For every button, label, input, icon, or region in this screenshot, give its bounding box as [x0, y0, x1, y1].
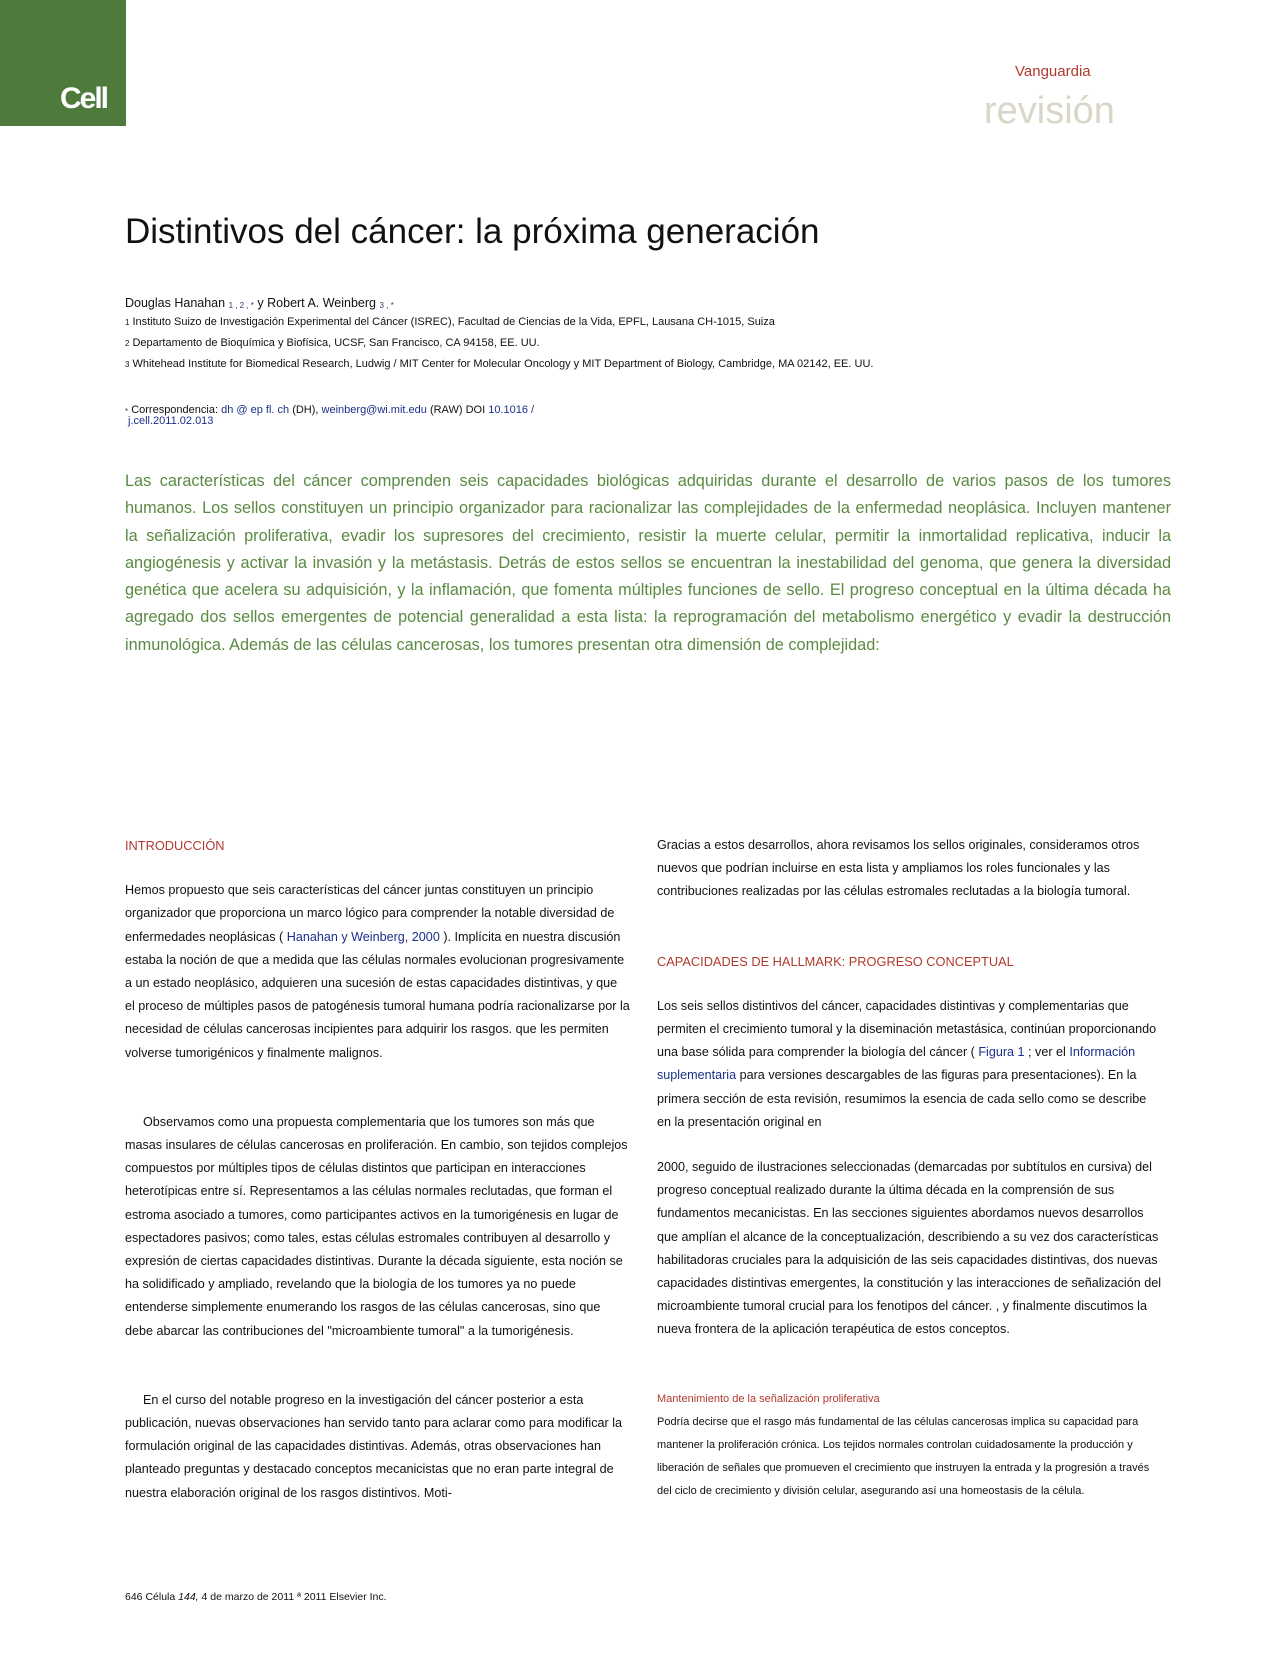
reference-link[interactable]: Hanahan y Weinberg, 2000 — [286, 929, 440, 944]
doi-link[interactable]: 10.1016 / — [488, 404, 535, 416]
paragraph: Observamos como una propuesta complementaria que los tumores son más que masas insulares de células cancerosas en proliferación. En cambio, son tejidos complejos compuestos por múltiples tipos de células distintos que participan en interacciones heterotípicas entre sí. Representamos a las células normales reclutadas, que forman el estroma asociado a tumores, como participantes activos en la tumorigénesis en lugar de espectadores pasivos; como tales, estas células estromales contribuyen al desarrollo y expresión de ciertas capacidades distintivas. Durante la década siguiente, esta noción se ha solidificado y ampliado, revelando que la biología de los tumores ya no puede entenderse simplemente enumerando los rasgos de las células cancerosas, sino que debe abarcar las contribuciones del "microambiente tumoral" a la tumorigénesis. — [125, 1114, 628, 1338]
paragraph — [125, 879, 630, 1065]
section-heading-introduction: INTRODUCCIÓN — [125, 838, 225, 853]
paragraph — [657, 995, 1162, 1134]
correspondence-mark: * — [125, 407, 129, 416]
author-name: Douglas Hanahan — [125, 296, 226, 310]
paragraph-text: para versiones descargables de las figuras para presentaciones). En la primera sección de esta revisión, resumimos la esencia de cada sello como se describe en la presentación original en — [657, 1068, 1147, 1129]
paragraph: Podría decirse que el rasgo más fundamental de las células cancerosas implica su capacidad para mantener la proliferación crónica. Los tejidos normales controlan cuidadosamente la producción y liberación de señales que promueven el crecimiento que instruyen la entrada y la progresión a través del ciclo de crecimiento y división celular, asegurando así una homeostasis de la célula. — [657, 1415, 1150, 1498]
author-conjunction: y — [257, 296, 264, 310]
doi-link-continued[interactable]: j.cell.2011.02.013 — [128, 415, 214, 427]
paragraph: 2000, seguido de ilustraciones seleccionadas (demarcadas por subtítulos en cursiva) del progreso conceptual realizado durante la última década en la comprensión de sus fundamentos mecanicistas. En las secciones siguientes abordamos nuevos desarrollos que amplían el alcance de la conceptualización, describiendo a su vez dos características habilitadoras cruciales para la adquisición de las seis capacidades distintivas, dos nuevas capacidades distintivas emergentes, la constitución y las interacciones de señalización del microambiente tumoral crucial para los fenotipos del cáncer. , y finalmente discutimos la nueva frontera de la aplicación terapéutica de estos conceptos. — [657, 1160, 1162, 1337]
paragraph-text: Hemos propuesto que seis características del cáncer juntas constituyen un principio organizador que proporciona un marco lógico para comprender la notable diversidad de enfermedades neoplásicas ( — [125, 883, 615, 944]
email-link-raw[interactable]: weinberg@wi.mit.edu — [321, 404, 427, 416]
affiliation-number: 2 — [125, 339, 130, 348]
section-label: Vanguardia — [1015, 63, 1091, 80]
correspondence-label: Correspondencia: — [131, 404, 219, 416]
paragraph-text: ; ver el — [1028, 1045, 1066, 1060]
affiliation-text: Instituto Suizo de Investigación Experimental del Cáncer (ISREC), Facultad de Ciencias de la Vida, EPFL, Lausana CH-1015, Suiza — [132, 316, 775, 328]
article-type: revisión — [984, 90, 1115, 132]
abstract: Las características del cáncer comprenden seis capacidades biológicas adquiridas durante el desarrollo de varios pasos de los tumores humanos. Los sellos constituyen un principio organizador para racionalizar las complejidades de la enfermedad neoplásica. Incluyen mantener la señalización proliferativa, evadir los supresores del crecimiento, resistir la muerte celular, permitir la inmortalidad replicativa, inducir la angiogénesis y activar la invasión y la metástasis. Detrás de estos sellos se encuentran la inestabilidad del genoma, que genera la diversidad genética que acelera su adquisición, y la inflamación, que fomenta múltiples funciones de sello. El progreso conceptual en la última década ha agregado dos sellos emergentes de potencial generalidad a esta lista: la reprogramación del metabolismo energético y evadir la destrucción inmunológica. Además de las células cancerosas, los tumores presentan otra dimensión de complejidad: — [125, 472, 1171, 654]
author-affiliation-marks: 3 , * — [379, 301, 394, 310]
page-footer — [125, 1591, 387, 1603]
figure-link[interactable]: Figura 1 — [978, 1045, 1025, 1060]
paragraph: En el curso del notable progreso en la investigación del cáncer posterior a esta publicación, nuevas observaciones han servido tanto para aclarar como para modificar la formulación original de las capacidades distintivas. Además, otras observaciones han planteado preguntas y destacado conceptos mecanicistas que no eran parte integral de nuestra elaboración original de los rasgos distintivos. Moti- — [125, 1392, 623, 1500]
right-column — [657, 834, 1162, 1504]
author-list — [125, 296, 394, 310]
footer-date: 4 de marzo de 2011 — [201, 1591, 295, 1603]
logo-text: Cell — [60, 82, 108, 115]
affiliation — [125, 337, 540, 349]
email-note: (DH), — [292, 404, 319, 416]
left-column — [125, 834, 630, 1505]
footer-journal: Célula — [145, 1591, 176, 1603]
section-heading-hallmark: CAPACIDADES DE HALLMARK: PROGRESO CONCEPTUAL — [657, 953, 1014, 969]
paragraph-text: ). Implícita en nuestra discusión estaba la noción de que a medida que las células normales evolucionan progresivamente a un estado neoplásico, adquieren una sucesión de estas capacidades distintivas, y que el proceso de múltiples pasos de patogénesis tumoral humana podría racionalizarse por la necesidad de células cancerosas incipientes para adquirir los rasgos. que les permiten volverse tumorigénicos y finalmente malignos. — [125, 929, 630, 1060]
affiliation-number: 1 — [125, 318, 130, 327]
footer-copyright: ª 2011 Elsevier Inc. — [297, 1591, 387, 1603]
affiliation — [125, 316, 775, 328]
affiliation — [125, 358, 873, 370]
affiliation-text: Departamento de Bioquímica y Biofísica, UCSF, San Francisco, CA 94158, EE. UU. — [132, 337, 540, 349]
affiliation-text: Whitehead Institute for Biomedical Research, Ludwig / MIT Center for Molecular Oncology y MIT Department of Biology, Cambridge, MA 02142, EE. UU. — [132, 358, 874, 370]
paragraph-text: Los seis sellos distintivos del cáncer, capacidades distintivas y complementarias que permiten el crecimiento tumoral y la diseminación metastásica, continúan proporcionando una base sólida para comprender la biología del cáncer ( — [657, 998, 1157, 1060]
paragraph: Gracias a estos desarrollos, ahora revisamos los sellos originales, consideramos otros nuevos que podrían incluirse en esta lista y ampliamos los roles funcionales y las contribuciones realizadas por las células estromales reclutadas a la biología tumoral. — [657, 838, 1140, 899]
email-note: (RAW) DOI — [429, 404, 486, 416]
journal-logo — [0, 0, 126, 126]
author-name: Robert A. Weinberg — [267, 296, 376, 310]
affiliation-number: 3 — [125, 360, 130, 369]
page-number: 646 — [125, 1591, 143, 1603]
footer-volume: 144, — [178, 1591, 199, 1603]
author-affiliation-marks: 1 , 2 , * — [228, 301, 254, 310]
subsection-heading: Mantenimiento de la señalización proliferativa — [657, 1392, 880, 1405]
article-title: Distintivos del cáncer: la próxima generación — [125, 212, 820, 251]
email-link-dh[interactable]: dh @ ep fl. ch — [221, 404, 290, 416]
supplementary-link[interactable]: Información suplementaria — [657, 1045, 1136, 1083]
correspondence — [125, 405, 534, 427]
